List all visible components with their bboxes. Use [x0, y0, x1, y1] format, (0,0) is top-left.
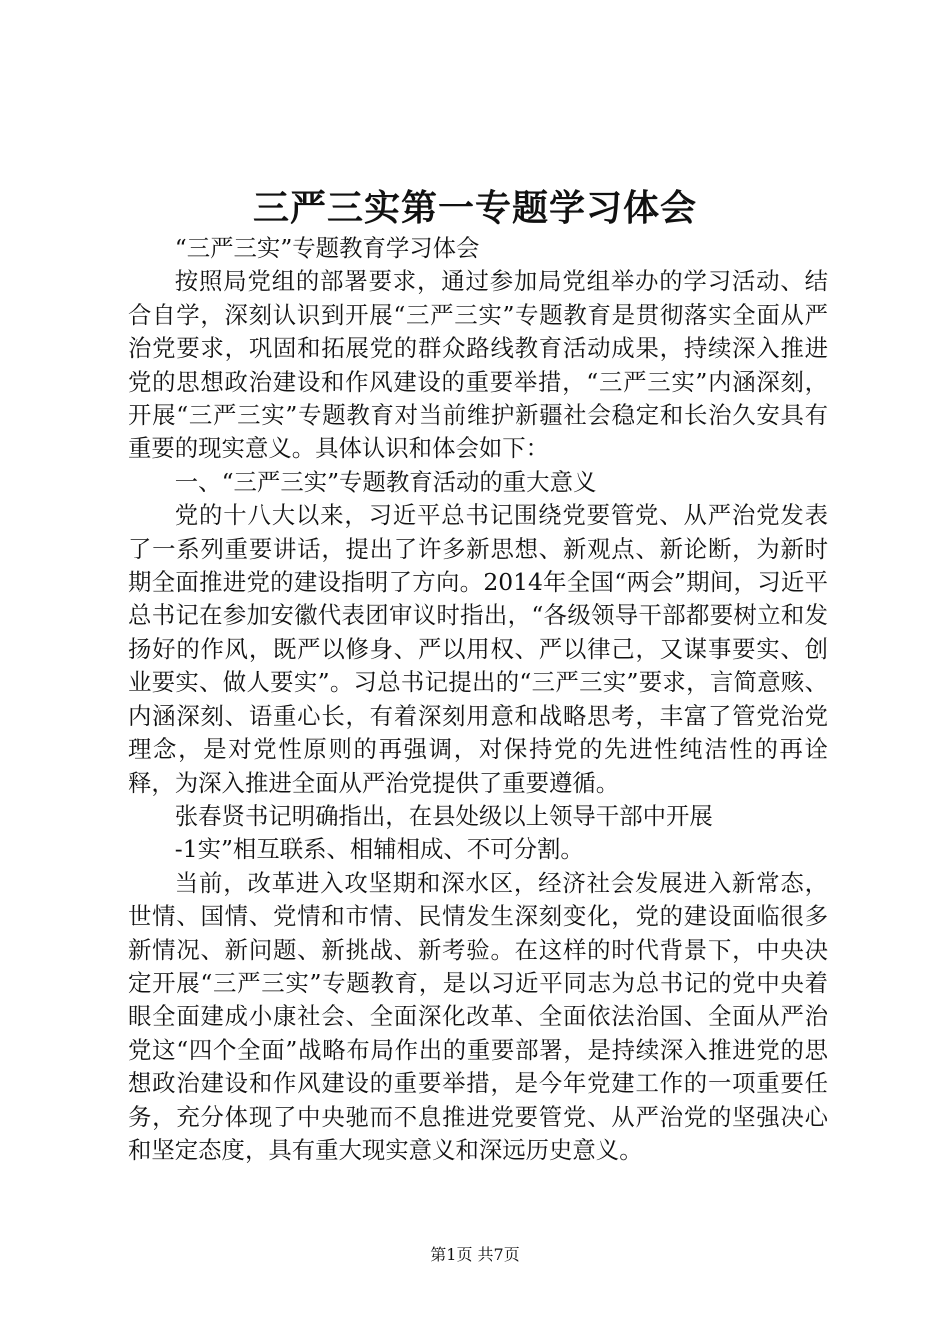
document-body — [128, 232, 828, 1167]
paragraph-intro: 按照局党组的部署要求，通过参加局党组举办的学习活动、结合自学，深刻认识到开展“三严三实”专题教育是贯彻落实全面从严治党要求，巩固和拓展党的群众路线教育活动成果，持续深入推进党的思想政治建设和作风建设的重要举措，“三严三实”内涵深刻，开展“三严三实”专题教育对当前维护新疆社会稳定和长治久安具有重要的现实意义。具体认识和体会如下： — [128, 267, 828, 463]
paragraph-zhang: 张春贤书记明确指出，在县处级以上领导干部中开展 — [174, 801, 713, 830]
section-heading: 一、“三严三实”专题教育活动的重大意义 — [174, 467, 597, 496]
paragraph-subtitle: “三严三实”专题教育学习体会 — [174, 234, 480, 262]
paragraph-significance: 党的十八大以来，习近平总书记围绕党要管党、从严治党发表了一系列重要讲话，提出了许多新思想、新观点、新论断，为新时期全面推进党的建设指明了方向。2014年全国“两会”期间，习近平总书记在参加安徽代表团审议时指出，“各级领导干部都要树立和发扬好的作风，既严以修身、严以用权、严以律己，又谋事要实、创业要实、做人要实”。习总书记提出的“三严三实”要求，言简意赅、内涵深刻、语重心长，有着深刻用意和战略思考，丰富了管党治党理念，是对党性原则的再强调，对保持党的先进性纯洁性的再诠释，为深入推进全面从严治党提供了重要遵循。 — [128, 501, 828, 797]
paragraph-current: 当前，改革进入攻坚期和深水区，经济社会发展进入新常态，世情、国情、党情和市情、民情发生深刻变化，党的建设面临很多新情况、新问题、新挑战、新考验。在这样的时代背景下，中央决定开展“三严三实”专题教育，是以习近平同志为总书记的党中央着眼全面建成小康社会、全面深化改革、全面依法治国、全面从严治党这“四个全面”战略布局作出的重要部署，是持续深入推进党的思想政治建设和作风建设的重要举措，是今年党建工作的一项重要任务，充分体现了中央驰而不息推进党要管党、从严治党的坚强决心和坚定态度，具有重大现实意义和深远历史意义。 — [128, 868, 828, 1164]
paragraph-fragment: -1实”相互联系、相辅相成、不可分割。 — [174, 835, 584, 864]
document-title: 三严三实第一专题学习体会 — [252, 187, 697, 229]
page-footer: 第1页 共7页 — [430, 1245, 520, 1264]
